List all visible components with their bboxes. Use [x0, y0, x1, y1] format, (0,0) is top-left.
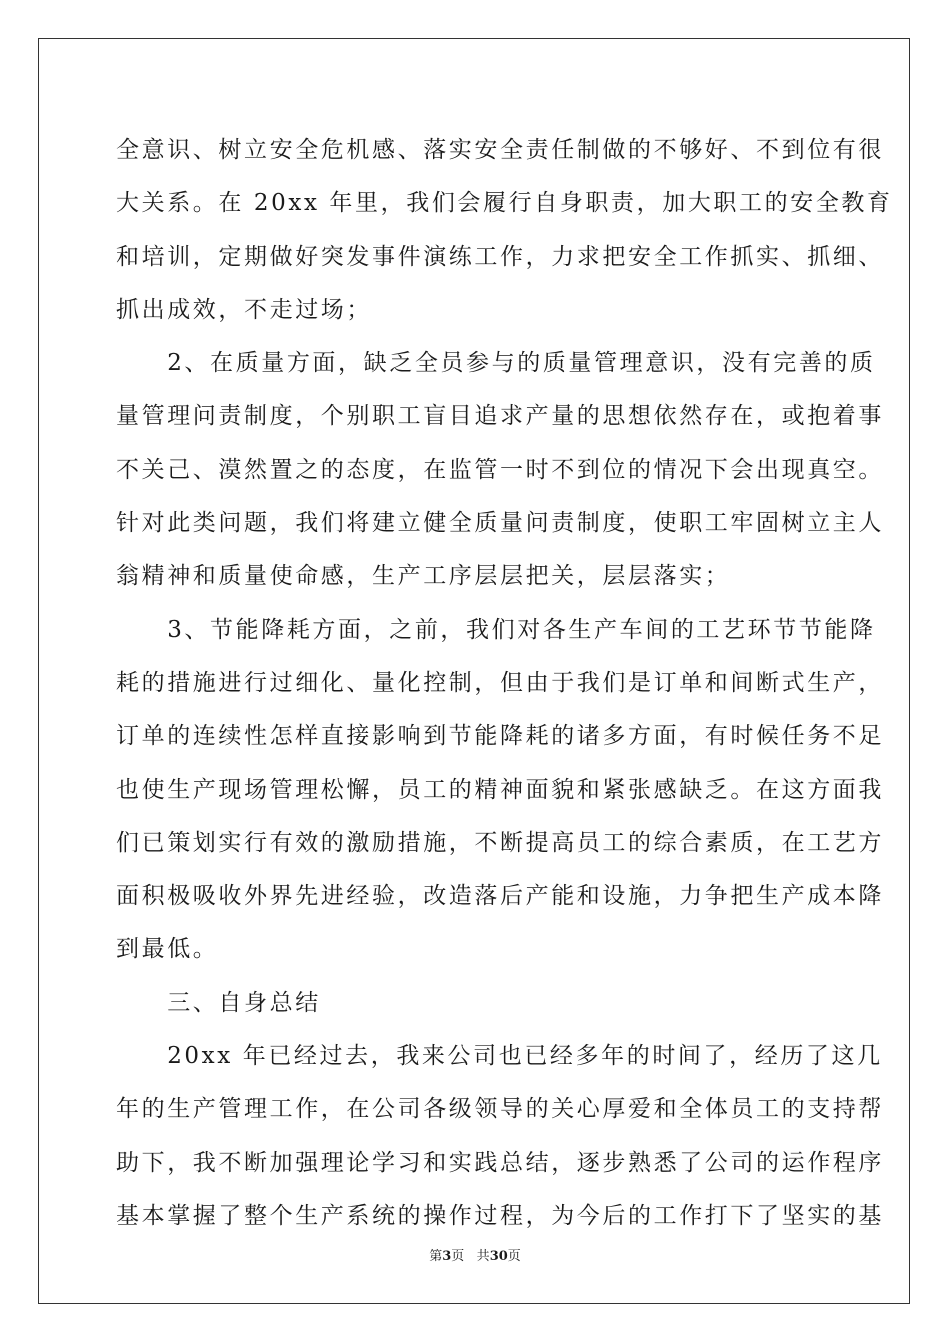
current-page-number: 3	[442, 1249, 452, 1264]
text-line: 抓出成效，不走过场；	[116, 296, 372, 323]
text-line: 面积极吸收外界先进经验，改造落后产能和设施，力争把生产成本降	[116, 883, 884, 910]
text-line: 们已策划实行有效的激励措施，不断提高员工的综合素质，在工艺方	[116, 829, 884, 856]
page-prefix: 第	[429, 1249, 443, 1264]
text-line: 到最低。	[116, 936, 219, 963]
section-heading: 三、自身总结	[116, 989, 321, 1016]
text-line: 也使生产现场管理松懈，员工的精神面貌和紧张感缺乏。在这方面我	[116, 776, 884, 803]
text-line: 订单的连续性怎样直接影响到节能降耗的诸多方面，有时候任务不足	[116, 723, 884, 750]
text-line: 针对此类问题，我们将建立健全质量问责制度，使职工牢固树立主人	[116, 510, 884, 537]
text-line: 年的生产管理工作，在公司各级领导的关心厚爱和全体员工的支持帮	[116, 1096, 884, 1123]
page-footer	[0, 1245, 950, 1264]
page-suffix: 页	[451, 1249, 465, 1264]
total-prefix: 共	[476, 1249, 490, 1264]
text-line: 大关系。在 20xx 年里，我们会履行自身职责，加大职工的安全教育	[116, 190, 893, 217]
text-line: 翁精神和质量使命感，生产工序层层把关，层层落实；	[116, 563, 731, 590]
text-line: 全意识、树立安全危机感、落实安全责任制做的不够好、不到位有很	[116, 137, 884, 163]
text-line: 和培训，定期做好突发事件演练工作，力求把安全工作抓实、抓细、	[116, 243, 884, 270]
document-body	[116, 126, 893, 1245]
text-line: 20xx 年已经过去，我来公司也已经多年的时间了，经历了这几	[116, 1043, 883, 1070]
text-line: 基本掌握了整个生产系统的操作过程，为今后的工作打下了坚实的基	[116, 1202, 884, 1229]
text-line: 不关己、漠然置之的态度，在监管一时不到位的情况下会出现真空。	[116, 456, 884, 483]
text-line: 助下，我不断加强理论学习和实践总结，逐步熟悉了公司的运作程序	[116, 1149, 884, 1176]
text-line: 2、在质量方面，缺乏全员参与的质量管理意识，没有完善的质	[116, 350, 876, 377]
text-line: 耗的措施进行过细化、量化控制，但由于我们是订单和间断式生产，	[116, 669, 884, 696]
text-line: 3、节能降耗方面，之前，我们对各生产车间的工艺环节节能降	[116, 616, 876, 643]
text-line: 量管理问责制度，个别职工盲目追求产量的思想依然存在，或抱着事	[116, 403, 884, 430]
total-page-count: 30	[489, 1249, 508, 1264]
total-suffix: 页	[507, 1249, 521, 1264]
